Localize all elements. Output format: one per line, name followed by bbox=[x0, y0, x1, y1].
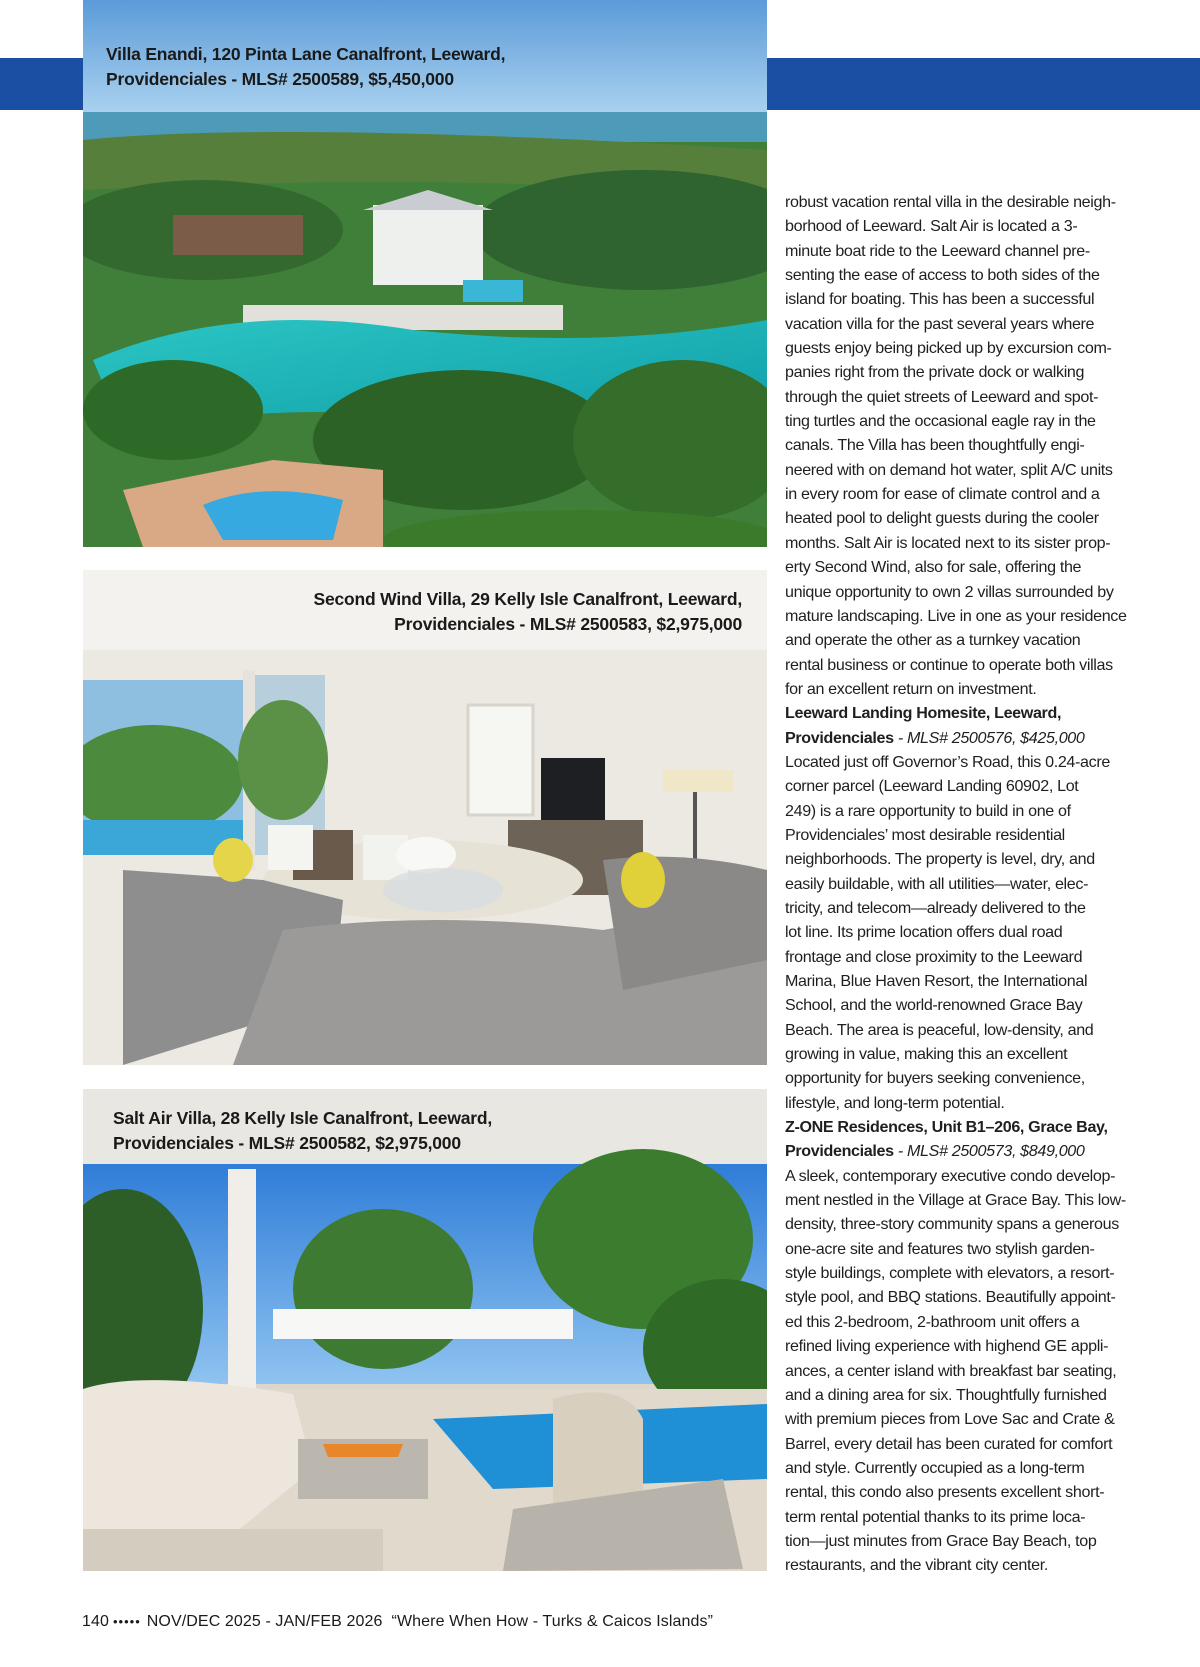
paragraph-line: through the quiet streets of Leeward and spot- bbox=[785, 387, 1099, 406]
paragraph-line: heated pool to delight guests during the cooler bbox=[785, 509, 1099, 528]
paragraph-line: guests enjoy being picked up by excursion com- bbox=[785, 339, 1112, 358]
paragraph-line: density, three-story community spans a generous bbox=[785, 1215, 1119, 1234]
paragraph-line: vacation villa for the past several years where bbox=[785, 314, 1095, 333]
page-number: 140 bbox=[82, 1613, 109, 1630]
heading-mls-price: - MLS# 2500576, $425,000 bbox=[893, 728, 1085, 747]
paragraph-line: in every room for ease of climate control and a bbox=[785, 485, 1100, 504]
paragraph-line: lot line. Its prime location offers dual road bbox=[785, 923, 1063, 942]
second-wind-living-room-photo bbox=[83, 570, 767, 1065]
paragraph-line: ed this 2-bedroom, 2-bathroom unit offers a bbox=[785, 1312, 1080, 1331]
z-one-heading: Z-ONE Residences, Unit B1–206, Grace Bay, bbox=[785, 1118, 1108, 1137]
paragraph-line: rental, this condo also presents excellent short- bbox=[785, 1483, 1105, 1502]
publication-title: “Where When How - Turks & Caicos Islands” bbox=[391, 1613, 714, 1630]
paragraph-line: term rental potential thanks to its prime loca- bbox=[785, 1507, 1086, 1526]
paragraph-line: erty Second Wind, also for sale, offering the bbox=[785, 558, 1082, 577]
paragraph-line: style pool, and BBQ stations. Beautifully appoint- bbox=[785, 1288, 1116, 1307]
paragraph-line: opportunity for buyers seeking convenience, bbox=[785, 1069, 1085, 1088]
paragraph-line: and style. Currently occupied as a long-term bbox=[785, 1458, 1085, 1477]
paragraph-line: canals. The Villa has been thoughtfully engi- bbox=[785, 436, 1085, 455]
paragraph-line: senting the ease of access to both sides of the bbox=[785, 266, 1100, 285]
leeward-landing-subheading bbox=[785, 726, 1125, 750]
paragraph-line: frontage and close proximity to the Leeward bbox=[785, 947, 1083, 966]
paragraph-line: Providenciales’ most desirable residential bbox=[785, 825, 1065, 844]
paragraph-line: and a dining area for six. Thoughtfully furnished bbox=[785, 1385, 1107, 1404]
villa-enandi-caption bbox=[106, 42, 626, 92]
paragraph-line: unique opportunity to own 2 villas surrounded by bbox=[785, 582, 1114, 601]
caption-line: Providenciales - MLS# 2500582, $2,975,000 bbox=[113, 1133, 461, 1153]
salt-air-patio-photo bbox=[83, 1089, 767, 1571]
caption-line: Second Wind Villa, 29 Kelly Isle Canalfront, Leeward, bbox=[313, 589, 742, 609]
second-wind-caption bbox=[230, 587, 742, 637]
paragraph-line: rental business or continue to operate both villas bbox=[785, 655, 1113, 674]
paragraph-line: panies right from the private dock or walking bbox=[785, 363, 1085, 382]
paragraph-line: ting turtles and the occasional eagle ray in the bbox=[785, 412, 1096, 431]
paragraph-line: Beach. The area is peaceful, low-density, and bbox=[785, 1020, 1094, 1039]
paragraph-line: easily buildable, with all utilities—water, elec- bbox=[785, 874, 1089, 893]
salt-air-paragraph bbox=[785, 190, 1125, 701]
paragraph-line: minute boat ride to the Leeward channel pre- bbox=[785, 241, 1090, 260]
paragraph-line: restaurants, and the vibrant city center. bbox=[785, 1556, 1048, 1575]
paragraph-line: tricity, and telecom—already delivered to the bbox=[785, 898, 1086, 917]
paragraph-line: for an excellent return on investment. bbox=[785, 679, 1037, 698]
paragraph-line: months. Salt Air is located next to its sister prop- bbox=[785, 533, 1111, 552]
paragraph-line: style buildings, complete with elevators, a resort- bbox=[785, 1264, 1115, 1283]
heading-mls-price: - MLS# 2500573, $849,000 bbox=[893, 1142, 1085, 1161]
paragraph-line: School, and the world-renowned Grace Bay bbox=[785, 996, 1083, 1015]
paragraph-line: tion—just minutes from Grace Bay Beach, top bbox=[785, 1531, 1097, 1550]
paragraph-line: A sleek, contemporary executive condo develop- bbox=[785, 1166, 1116, 1185]
heading-location: Providenciales bbox=[785, 1142, 894, 1161]
paragraph-line: borhood of Leeward. Salt Air is located a 3- bbox=[785, 217, 1078, 236]
paragraph-line: neered with on demand hot water, split A/C units bbox=[785, 460, 1113, 479]
paragraph-line: 249) is a rare opportunity to build in one of bbox=[785, 801, 1071, 820]
paragraph-line: island for boating. This has been a successful bbox=[785, 290, 1095, 309]
paragraph-line: refined living experience with highend GE appli- bbox=[785, 1337, 1109, 1356]
issue-date: NOV/DEC 2025 - JAN/FEB 2026 bbox=[146, 1613, 383, 1630]
z-one-subheading bbox=[785, 1139, 1125, 1163]
paragraph-line: corner parcel (Leeward Landing 60902, Lot bbox=[785, 777, 1079, 796]
paragraph-line: ances, a center island with breakfast bar seating, bbox=[785, 1361, 1117, 1380]
paragraph-line: growing in value, making this an excellent bbox=[785, 1045, 1068, 1064]
paragraph-line: ment nestled in the Village at Grace Bay. This low- bbox=[785, 1191, 1126, 1210]
caption-line: Salt Air Villa, 28 Kelly Isle Canalfront, Leeward, bbox=[113, 1108, 493, 1128]
salt-air-caption bbox=[113, 1106, 593, 1156]
caption-line: Providenciales - MLS# 2500589, $5,450,000 bbox=[106, 69, 454, 89]
paragraph-line: one-acre site and features two stylish garden- bbox=[785, 1239, 1095, 1258]
leeward-landing-heading: Leeward Landing Homesite, Leeward, bbox=[785, 704, 1062, 723]
paragraph-line: Marina, Blue Haven Resort, the International bbox=[785, 972, 1088, 990]
caption-line: Providenciales - MLS# 2500583, $2,975,000 bbox=[394, 614, 742, 634]
leeward-landing-paragraph bbox=[785, 750, 1125, 1115]
z-one-paragraph bbox=[785, 1164, 1125, 1578]
page-footer bbox=[82, 1613, 782, 1631]
paragraph-line: robust vacation rental villa in the desirable neigh- bbox=[785, 193, 1116, 211]
paragraph-line: Barrel, every detail has been curated for comfort bbox=[785, 1434, 1113, 1453]
paragraph-line: and operate the other as a turnkey vacation bbox=[785, 631, 1081, 650]
footer-dots: ••••• bbox=[113, 1614, 141, 1629]
heading-location: Providenciales bbox=[785, 728, 894, 747]
paragraph-line: lifestyle, and long-term potential. bbox=[785, 1093, 1005, 1112]
article-column bbox=[785, 190, 1125, 1578]
paragraph-line: mature landscaping. Live in one as your residence bbox=[785, 606, 1127, 625]
paragraph-line: Located just off Governor’s Road, this 0.24-acre bbox=[785, 752, 1110, 771]
paragraph-line: neighborhoods. The property is level, dry, and bbox=[785, 850, 1095, 869]
caption-line: Villa Enandi, 120 Pinta Lane Canalfront, Leeward, bbox=[106, 44, 506, 64]
paragraph-line: with premium pieces from Love Sac and Crate & bbox=[785, 1410, 1115, 1429]
